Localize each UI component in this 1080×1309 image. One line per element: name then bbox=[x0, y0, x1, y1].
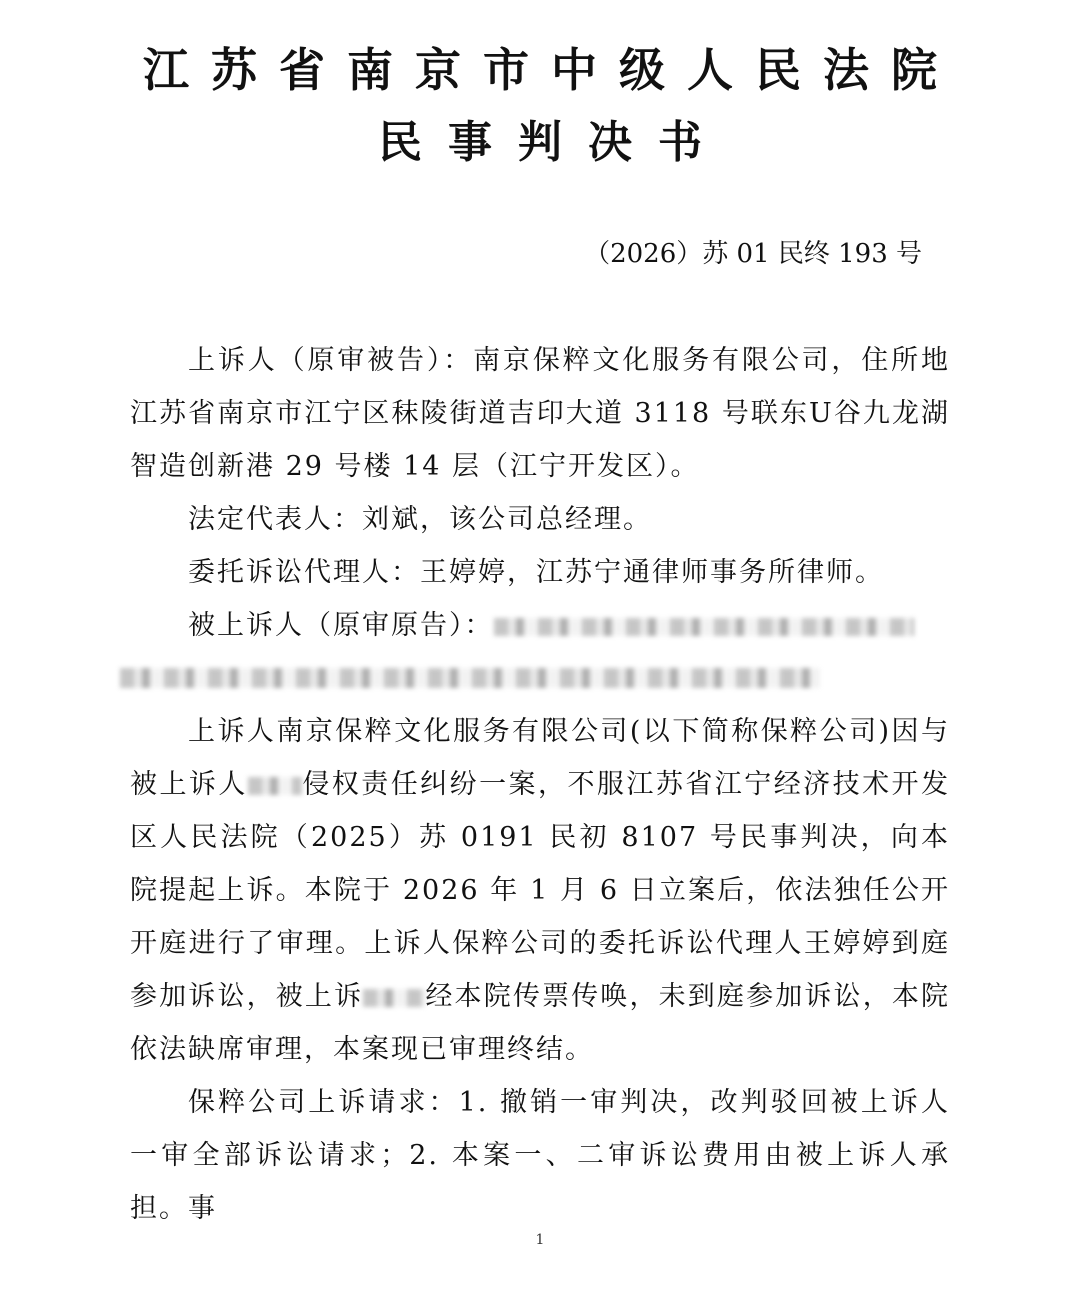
redacted-name-2 bbox=[363, 989, 425, 1007]
case-number: （2026）苏 01 民终 193 号 bbox=[584, 239, 922, 269]
page-number: 1 bbox=[535, 1232, 545, 1248]
appeal-request-paragraph: 保粹公司上诉请求：1. 撤销一审判决，改判驳回被上诉人一审全部诉讼请求；2. 本案一、二审诉讼费用由被上诉人承担。事 bbox=[130, 1087, 950, 1224]
appellee-label: 被上诉人（原审原告）： bbox=[188, 610, 494, 641]
judgment-body bbox=[130, 334, 950, 1235]
redacted-name-1 bbox=[248, 777, 302, 795]
case-history-part3: 经本院传票传唤，未到庭参加诉讼，本院依法缺席审理，本案现已审理终结。 bbox=[130, 981, 951, 1065]
redacted-appellee-details bbox=[120, 668, 820, 688]
case-history-part1: 上诉人南京保粹文化服务有限公司(以下简称保粹公司)因与被上诉人 bbox=[130, 716, 950, 800]
legal-representative-paragraph: 法定代表人：刘斌，该公司总经理。 bbox=[188, 504, 652, 535]
document-type-heading: 民事判决书 bbox=[378, 117, 728, 168]
case-history-part2: 侵权责任纠纷一案，不服江苏省江宁经济技术开发区人民法院（2025）苏 0191 民初 8107 号民事判决，向本院提起上诉。本院于 2026 年 1 月 6 日立案后，依法独任公开开庭进行了审理。上诉人保粹公司的委托诉讼代理人王婷婷到庭参加诉讼，被上诉 bbox=[130, 769, 951, 1012]
court-name-heading: 江苏省南京市中级人民法院 bbox=[143, 43, 959, 97]
case-history-paragraph bbox=[130, 705, 950, 1076]
agent-paragraph: 委托诉讼代理人：王婷婷，江苏宁通律师事务所律师。 bbox=[188, 557, 884, 588]
redacted-appellee-name bbox=[494, 618, 914, 636]
appellee-paragraph bbox=[130, 599, 950, 652]
appellant-paragraph: 上诉人（原审被告）：南京保粹文化服务有限公司，住所地江苏省南京市江宁区秣陵街道吉印大道 3118 号联东U谷九龙湖智造创新港 29 号楼 14 层（江宁开发区）。 bbox=[130, 345, 950, 482]
